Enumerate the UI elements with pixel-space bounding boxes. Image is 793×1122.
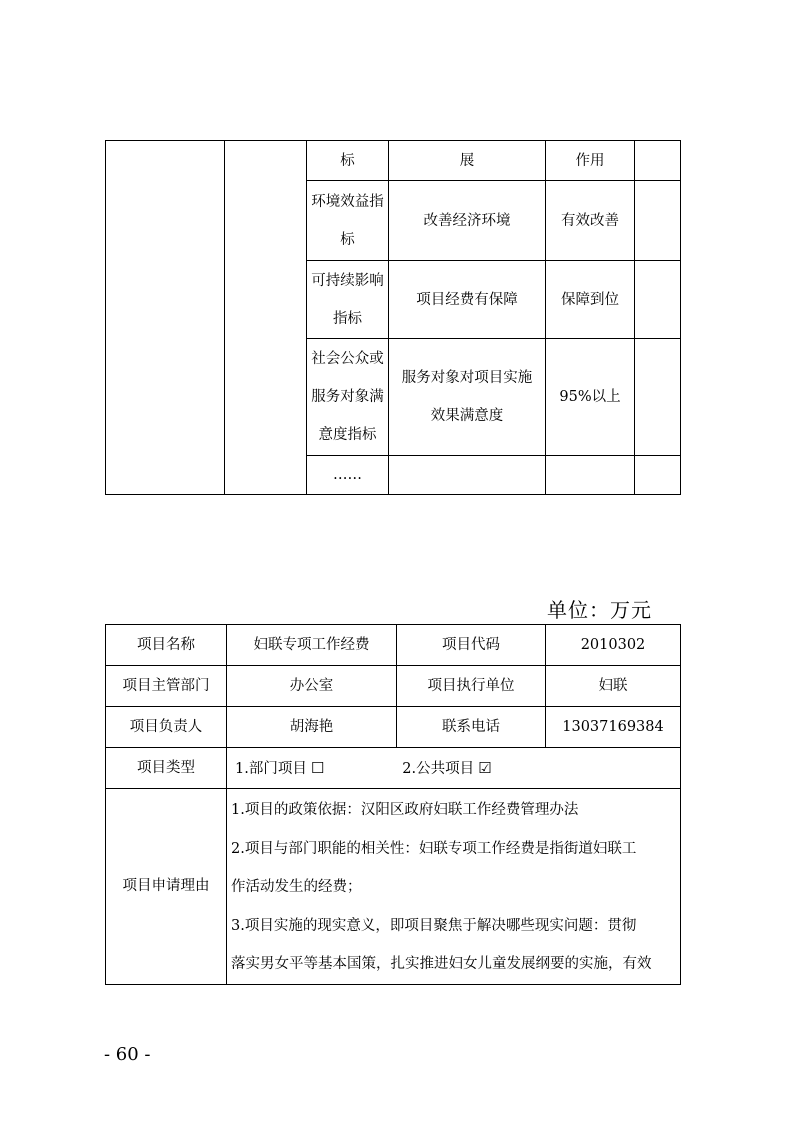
- indicator-extra-cell: [635, 261, 681, 339]
- reason-line: 2.项目与部门职能的相关性：妇联专项工作经费是指街道妇联工: [231, 840, 637, 857]
- unchecked-box-icon[interactable]: ☐: [310, 758, 325, 777]
- reason-line: 落实男女平等基本国策，扎实推进妇女儿童发展纲要的实施，有效: [231, 956, 652, 972]
- owner-value: 胡海艳: [227, 707, 397, 748]
- phone-value: 13037169384: [546, 707, 681, 748]
- indicator-value-cell: 有效改善: [546, 181, 635, 261]
- reason-text: [227, 789, 681, 985]
- reason-line: 3.项目实施的现实意义，即项目聚焦于解决哪些现实问题：贯彻: [231, 917, 637, 934]
- type-option-dept: 1.部门项目: [235, 760, 307, 777]
- indicator-name-cell: 社会公众或 服务对象满 意度指标: [307, 339, 389, 456]
- indicator-value-cell: [546, 456, 635, 495]
- owner-label: 项目负责人: [106, 707, 227, 748]
- project-name-value: 妇联专项工作经费: [227, 625, 397, 666]
- indicator-content-cell: 项目经费有保障: [389, 261, 546, 339]
- header-cell-value: 作用: [546, 141, 635, 181]
- indicator-content-cell: 服务对象对项目实施 效果满意度: [389, 339, 546, 456]
- exec-unit-label: 项目执行单位: [397, 666, 546, 707]
- indicator-extra-cell: [635, 181, 681, 261]
- header-cell-indicator: 标: [307, 141, 389, 181]
- reason-label: 项目申请理由: [106, 789, 227, 985]
- page-number: - 60 -: [104, 1044, 151, 1065]
- type-option-public: 2.公共项目: [402, 760, 475, 777]
- dept-label: 项目主管部门: [106, 666, 227, 707]
- project-type-label: 项目类型: [106, 748, 227, 789]
- indicator-ellipsis-cell: ……: [307, 456, 389, 495]
- indicator-value-cell: 95%以上: [546, 339, 635, 456]
- header-cell-content: 展: [389, 141, 546, 181]
- exec-unit-value: 妇联: [546, 666, 681, 707]
- indicator-subcategory-cell: [225, 141, 307, 495]
- project-type-options: [227, 748, 681, 789]
- indicator-content-cell: 改善经济环境: [389, 181, 546, 261]
- reason-line: 1.项目的政策依据：汉阳区政府妇联工作经费管理办法: [231, 802, 579, 818]
- indicator-extra-cell: [635, 456, 681, 495]
- project-info-table: [105, 624, 681, 985]
- performance-indicator-table: [105, 140, 681, 495]
- reason-line: 作活动发生的经费；: [231, 879, 362, 895]
- project-name-label: 项目名称: [106, 625, 227, 666]
- indicator-extra-cell: [635, 339, 681, 456]
- checked-box-icon[interactable]: ☑: [478, 758, 492, 777]
- project-code-value: 2010302: [546, 625, 681, 666]
- indicator-content-cell: [389, 456, 546, 495]
- indicator-name-cell: 可持续影响 指标: [307, 261, 389, 339]
- indicator-name-cell: 环境效益指 标: [307, 181, 389, 261]
- indicator-value-cell: 保障到位: [546, 261, 635, 339]
- phone-label: 联系电话: [397, 707, 546, 748]
- dept-value: 办公室: [227, 666, 397, 707]
- unit-label: 单位：万元: [547, 598, 652, 622]
- project-code-label: 项目代码: [397, 625, 546, 666]
- indicator-category-cell: [106, 141, 225, 495]
- header-cell-extra: [635, 141, 681, 181]
